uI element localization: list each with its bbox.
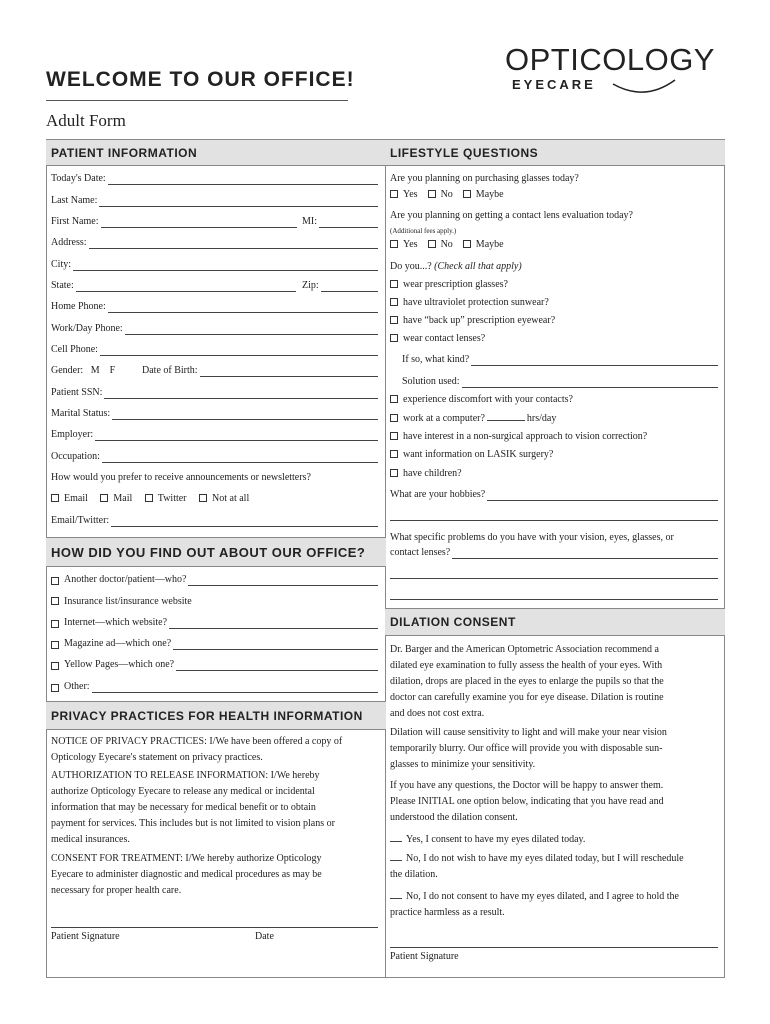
first-name-label: First Name:	[51, 216, 99, 227]
solution-label: Solution used:	[402, 376, 460, 387]
cell-phone-label: Cell Phone:	[51, 344, 98, 355]
text-line: payment for services. This includes but is not limited to vision plans or	[51, 818, 335, 829]
email-twitter-field[interactable]	[51, 515, 378, 527]
option-twitter[interactable]	[145, 493, 187, 504]
home-phone-label: Home Phone:	[51, 301, 106, 312]
last-name-field[interactable]	[51, 195, 378, 207]
problems-field[interactable]	[390, 547, 718, 559]
problems-extra-line-2[interactable]	[390, 599, 718, 600]
q1-no[interactable]	[428, 189, 453, 200]
patient-signature-label: Patient Signature	[51, 931, 120, 942]
habit-label: experience discomfort with your contacts?	[403, 394, 573, 405]
text-line: understood the dilation consent.	[390, 812, 518, 823]
employer-label: Employer:	[51, 429, 94, 440]
dilation-effects	[390, 725, 720, 773]
zip-field[interactable]	[302, 280, 378, 292]
what-kind-label: If so, what kind?	[402, 354, 470, 365]
address-field[interactable]	[51, 237, 378, 249]
mi-field[interactable]	[302, 216, 378, 228]
habit-label: want information on LASIK surgery?	[403, 449, 554, 460]
habit-label: wear prescription glasses?	[403, 279, 508, 290]
state-field[interactable]	[51, 280, 296, 292]
address-label: Address:	[51, 237, 87, 248]
checkbox-icon[interactable]	[51, 620, 59, 628]
date-label: Date	[255, 931, 274, 942]
no-label: No	[440, 189, 453, 200]
checkbox-icon[interactable]	[390, 240, 398, 248]
todays-date-field[interactable]	[51, 173, 378, 185]
text-line: doctor can carefully examine you for eye disease. Dilation is routine	[390, 692, 664, 703]
found-item-yellow-pages[interactable]	[51, 659, 378, 671]
work-phone-field[interactable]	[51, 323, 378, 335]
dilation-signature-label: Patient Signature	[390, 951, 459, 962]
lifestyle-q1: Are you planning on purchasing glasses today?	[390, 173, 579, 184]
text-line: Dilation will cause sensitivity to light and will make your near vision	[390, 727, 667, 738]
home-phone-field[interactable]	[51, 301, 378, 313]
q3-note: (Check all that apply)	[434, 261, 522, 272]
email-twitter-label: Email/Twitter:	[51, 515, 110, 526]
checkbox-icon[interactable]	[390, 190, 398, 198]
text-line: practice harmless as a result.	[390, 907, 505, 918]
text-line: necessary for proper health care.	[51, 885, 182, 896]
checkbox-icon[interactable]	[428, 190, 436, 198]
logo-wordmark: OPTICOLOGY	[505, 42, 715, 77]
gender-f-option[interactable]: F	[109, 365, 116, 376]
text-line: Please INITIAL one option below, indicating that you have read and	[390, 796, 664, 807]
work-phone-label: Work/Day Phone:	[51, 323, 123, 334]
found-item-label: Internet—which website?	[64, 617, 168, 628]
option-label: No, I do not wish to have my eyes dilated today, but I will reschedule	[406, 853, 684, 864]
checkbox-icon[interactable]	[463, 240, 471, 248]
text-line: authorize Opticology Eyecare to release any medical or incidental	[51, 786, 315, 797]
dilation-option-decline[interactable]	[390, 889, 720, 921]
state-label: State:	[51, 280, 74, 291]
title-divider	[46, 100, 348, 101]
checkbox-icon[interactable]	[51, 641, 59, 649]
yes-label: Yes	[403, 189, 418, 200]
mi-label: MI:	[302, 216, 317, 227]
zip-label: Zip:	[302, 280, 319, 291]
checkbox-icon[interactable]	[390, 450, 398, 458]
text-line: and does not cost extra.	[390, 708, 485, 719]
habit-label: have children?	[403, 468, 462, 479]
checkbox-icon[interactable]	[390, 469, 398, 477]
what-kind-field[interactable]	[402, 354, 718, 366]
initial-blank[interactable]	[390, 852, 402, 861]
q2-maybe[interactable]	[463, 239, 504, 250]
text-line: glasses to minimize your sensitivity.	[390, 759, 536, 770]
gender-label: Gender:	[51, 365, 84, 376]
checkbox-icon[interactable]	[390, 395, 398, 403]
hobbies-label: What are your hobbies?	[390, 489, 486, 500]
habit-backup[interactable]	[390, 315, 555, 327]
maybe-label: Maybe	[475, 189, 504, 200]
text-line: CONSENT FOR TREATMENT: I/We hereby authorize Opticology	[51, 853, 322, 864]
option-label: No, I do not consent to have my eyes dilated, and I agree to hold the	[406, 891, 679, 902]
checkbox-icon[interactable]	[390, 414, 398, 422]
text-line: If you have any questions, the Doctor will be happy to answer them.	[390, 780, 664, 791]
habit-glasses[interactable]	[390, 279, 508, 291]
option-not-at-all[interactable]	[199, 493, 249, 504]
initial-blank[interactable]	[390, 833, 402, 842]
checkbox-icon[interactable]	[390, 316, 398, 324]
option-mail-label: Mail	[113, 493, 133, 504]
found-item-label: Another doctor/patient—who?	[64, 574, 187, 585]
ssn-label: Patient SSN:	[51, 387, 103, 398]
found-office-heading: HOW DID YOU FIND OUT ABOUT OUR OFFICE?	[46, 537, 386, 567]
checkbox-icon[interactable]	[390, 280, 398, 288]
habit-nonsurgical[interactable]	[390, 431, 647, 443]
habit-label: work at a computer?	[403, 413, 485, 424]
city-field[interactable]	[51, 259, 378, 271]
employer-field[interactable]	[51, 429, 378, 441]
dilation-questions	[390, 778, 720, 826]
logo-smile-icon	[613, 80, 675, 92]
dob-field[interactable]	[142, 365, 378, 377]
solution-field[interactable]	[402, 376, 718, 388]
habit-label: wear contact lenses?	[403, 333, 486, 344]
q1-yes[interactable]	[390, 189, 418, 200]
text-line: dilation, drops are placed in the eyes to enlarge the pupils so that the	[390, 676, 664, 687]
text-line: dilated eye examination to fully assess the health of your eyes. With	[390, 660, 663, 671]
gender-field[interactable]	[51, 365, 115, 377]
problems-question: What specific problems do you have with your vision, eyes, glasses, or	[390, 532, 674, 543]
found-item-other[interactable]	[51, 681, 378, 693]
habit-label: have “back up” prescription eyewear?	[403, 315, 556, 326]
yes-label: Yes	[403, 239, 418, 250]
dilation-option-reschedule[interactable]	[390, 851, 720, 883]
dilation-option-yes[interactable]	[390, 833, 585, 846]
ssn-field[interactable]	[51, 387, 378, 399]
cell-phone-field[interactable]	[51, 344, 378, 356]
opticology-logo	[505, 40, 727, 100]
q1-options	[390, 189, 504, 201]
marital-status-field[interactable]	[51, 408, 378, 420]
habit-discomfort[interactable]	[390, 394, 573, 406]
checkbox-icon[interactable]	[390, 334, 398, 342]
text-line: Dr. Barger and the American Optometric Association recommend a	[390, 644, 659, 655]
habit-lasik[interactable]	[390, 449, 553, 461]
patient-signature-line[interactable]	[51, 927, 378, 928]
form-subtitle: Adult Form	[46, 111, 126, 130]
q2-no[interactable]	[428, 239, 453, 250]
text-line: Opticology Eyecare's statement on privacy practices.	[51, 752, 263, 763]
habit-computer[interactable]	[390, 412, 556, 425]
announcement-options	[51, 493, 249, 505]
option-mail[interactable]	[100, 493, 132, 504]
page-title: WELCOME TO OUR OFFICE!	[46, 68, 355, 91]
option-label: Yes, I consent to have my eyes dilated today.	[406, 834, 586, 845]
checkbox-icon[interactable]	[428, 240, 436, 248]
dilation-recommendation	[390, 642, 720, 722]
patient-info-heading: PATIENT INFORMATION	[46, 139, 386, 166]
checkbox-icon[interactable]	[51, 577, 59, 585]
announcements-question: How would you prefer to receive announcements or newsletters?	[51, 472, 311, 483]
checkbox-icon[interactable]	[51, 662, 59, 670]
occupation-field[interactable]	[51, 451, 378, 463]
todays-date-label: Today's Date:	[51, 173, 106, 184]
dob-label: Date of Birth:	[142, 365, 198, 376]
first-name-field[interactable]	[51, 216, 297, 228]
text-line: information that may be necessary for medical benefit or to obtain	[51, 802, 316, 813]
privacy-authorization	[51, 768, 381, 848]
checkbox-icon[interactable]	[390, 432, 398, 440]
text-line: temporarily blurry. Our office will provide you with disposable sun-	[390, 743, 663, 754]
text-line: the dilation.	[390, 869, 438, 880]
q2-note: (Additional fees apply.)	[390, 227, 457, 235]
privacy-heading: PRIVACY PRACTICES FOR HEALTH INFORMATION	[46, 701, 386, 730]
checkbox-icon[interactable]	[199, 494, 207, 502]
found-item-label: Magazine ad—which one?	[64, 638, 172, 649]
option-twitter-label: Twitter	[157, 493, 187, 504]
checkbox-icon[interactable]	[100, 494, 108, 502]
checkbox-icon[interactable]	[463, 190, 471, 198]
checkbox-icon[interactable]	[51, 494, 59, 502]
checkbox-icon[interactable]	[390, 298, 398, 306]
hobbies-extra-line[interactable]	[390, 520, 718, 521]
hobbies-field[interactable]	[390, 489, 718, 501]
q2-yes[interactable]	[390, 239, 418, 250]
habit-label: have interest in a non-surgical approach to vision correction?	[403, 431, 648, 442]
city-label: City:	[51, 259, 72, 270]
marital-status-label: Marital Status:	[51, 408, 111, 419]
q2-options	[390, 239, 504, 251]
q1-maybe[interactable]	[463, 189, 504, 200]
habit-children[interactable]	[390, 468, 462, 480]
privacy-notice	[51, 734, 381, 766]
lifestyle-q2: Are you planning on getting a contact lens evaluation today?	[390, 210, 633, 221]
q3-label: Do you...?	[390, 261, 432, 272]
option-email-label: Email	[64, 493, 88, 504]
hours-input[interactable]	[487, 412, 525, 421]
found-item-label: Yellow Pages—which one?	[64, 659, 175, 670]
no-label: No	[440, 239, 453, 250]
problems-extra-line[interactable]	[390, 578, 718, 579]
option-email[interactable]	[51, 493, 88, 504]
checkbox-icon[interactable]	[51, 684, 59, 692]
gender-m-option[interactable]: M	[90, 365, 100, 376]
occupation-label: Occupation:	[51, 451, 100, 462]
text-line: medical insurances.	[51, 834, 130, 845]
text-line: NOTICE OF PRIVACY PRACTICES: I/We have been offered a copy of	[51, 736, 343, 747]
text-line: AUTHORIZATION TO RELEASE INFORMATION: I/We hereby	[51, 770, 320, 781]
last-name-label: Last Name:	[51, 195, 98, 206]
checkbox-icon[interactable]	[51, 597, 59, 605]
habit-contacts[interactable]	[390, 333, 485, 345]
checkbox-icon[interactable]	[145, 494, 153, 502]
habit-label: have ultraviolet protection sunwear?	[403, 297, 549, 308]
lifestyle-q3	[390, 261, 522, 273]
found-item-doctor[interactable]	[51, 574, 378, 586]
privacy-consent	[51, 851, 381, 899]
found-item-label: Insurance list/insurance website	[64, 596, 192, 607]
dilation-heading: DILATION CONSENT	[385, 608, 725, 636]
found-item-insurance[interactable]	[51, 596, 192, 608]
text-line: Eyecare to administer diagnostic and medical procedures as may be	[51, 869, 322, 880]
found-item-magazine[interactable]	[51, 638, 378, 650]
lifestyle-heading: LIFESTYLE QUESTIONS	[385, 139, 725, 166]
initial-blank[interactable]	[390, 890, 402, 899]
found-item-label: Other:	[64, 681, 90, 692]
found-item-internet[interactable]	[51, 617, 378, 629]
hrs-label: hrs/day	[526, 413, 557, 424]
maybe-label: Maybe	[475, 239, 504, 250]
habit-sunwear[interactable]	[390, 297, 549, 309]
option-not-at-all-label: Not at all	[212, 493, 250, 504]
problems-label: contact lenses?	[390, 547, 451, 558]
dilation-signature-line[interactable]	[390, 947, 718, 948]
logo-subtitle: EYECARE	[512, 77, 596, 92]
